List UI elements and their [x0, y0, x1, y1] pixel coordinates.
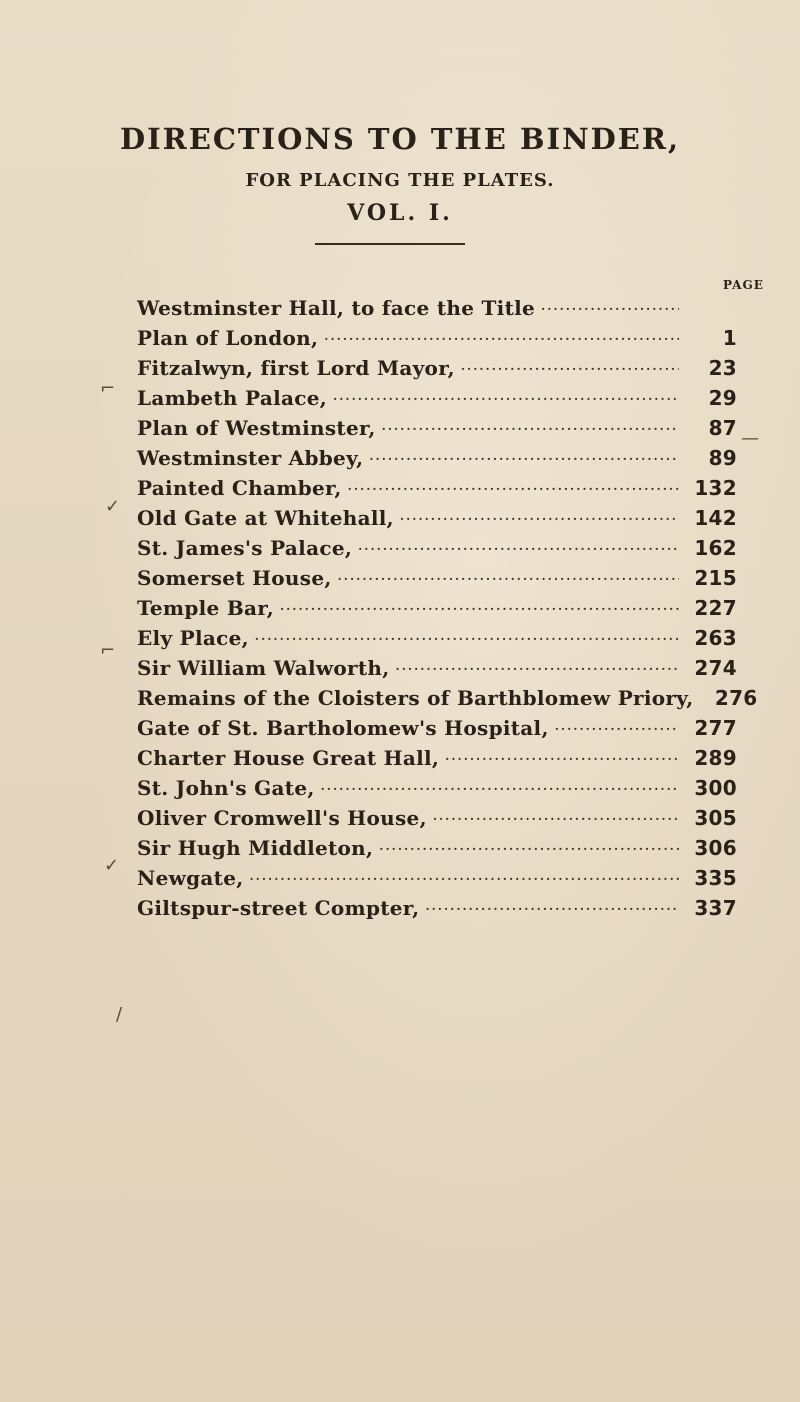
plate-page-number: 277 — [694, 716, 737, 740]
dot-leader — [433, 812, 679, 826]
plate-entry — [137, 296, 737, 326]
plate-entry — [137, 776, 737, 806]
plate-title: Remains of the Cloisters of Barthblomew Priory, — [137, 686, 694, 710]
dot-leader — [333, 392, 679, 406]
plate-title: Gate of St. Bartholomew's Hospital, — [137, 716, 549, 740]
plate-title: St. John's Gate, — [137, 776, 315, 800]
dot-leader — [250, 872, 680, 886]
dot-leader — [382, 422, 679, 436]
plate-title: Sir Hugh Middleton, — [137, 836, 374, 860]
plate-title: Lambeth Palace, — [137, 386, 328, 410]
plate-entry — [137, 656, 737, 686]
plate-title: Giltspur-street Compter, — [137, 896, 420, 920]
plate-title: Westminster Abbey, — [137, 446, 364, 470]
plate-title: Ely Place, — [137, 626, 249, 650]
plate-page-number: 162 — [694, 536, 737, 560]
dot-leader — [338, 572, 679, 586]
page-column-header: PAGE — [723, 278, 764, 292]
plate-entry — [137, 536, 737, 566]
plate-title: Oliver Cromwell's House, — [137, 806, 427, 830]
plate-page-number: 305 — [694, 806, 737, 830]
plate-page-number: 306 — [694, 836, 737, 860]
plate-page-number: 1 — [722, 326, 737, 350]
plate-entry — [137, 416, 737, 446]
dot-leader — [348, 482, 679, 496]
plate-page-number: 274 — [694, 656, 737, 680]
plate-entry — [137, 896, 737, 926]
plate-entry — [137, 476, 737, 506]
dot-leader — [321, 782, 679, 796]
dot-leader — [541, 302, 679, 316]
plate-page-number: 215 — [694, 566, 737, 590]
plate-page-number: 89 — [708, 446, 737, 470]
plate-entry — [137, 386, 737, 416]
plate-page-number: 300 — [694, 776, 737, 800]
plate-title: Charter House Great Hall, — [137, 746, 440, 770]
plate-entry — [137, 566, 737, 596]
plate-title: Fitzalwyn, first Lord Mayor, — [137, 356, 455, 380]
dot-leader — [358, 542, 679, 556]
plate-title: Somerset House, — [137, 566, 332, 590]
dot-leader — [555, 722, 679, 736]
dot-leader — [369, 452, 679, 466]
plate-page-number: 29 — [708, 386, 737, 410]
plate-entry — [137, 356, 737, 386]
plate-page-number: 335 — [694, 866, 737, 890]
plate-entry — [137, 446, 737, 476]
plate-entry — [137, 326, 737, 356]
pencil-tick-mark: ⌐ — [100, 378, 116, 399]
plate-entry — [137, 836, 737, 866]
divider-rule — [315, 243, 465, 245]
plate-title: Westminster Hall, to face the Title — [137, 296, 536, 320]
dot-leader — [461, 362, 679, 376]
plate-page-number: 276 — [714, 686, 758, 710]
dot-leader — [379, 842, 679, 856]
pencil-tick-mark: ⌐ — [100, 640, 116, 661]
plate-title: Temple Bar, — [137, 596, 274, 620]
plate-title: Old Gate at Whitehall, — [137, 506, 394, 530]
dot-leader — [425, 902, 679, 916]
dot-leader — [324, 332, 679, 346]
plate-page-number: 142 — [694, 506, 737, 530]
plate-entry — [137, 806, 737, 836]
dot-leader — [400, 512, 679, 526]
dot-leader — [445, 752, 679, 766]
pencil-tick-mark: / — [116, 1004, 123, 1025]
plate-page-number: 289 — [694, 746, 737, 770]
plate-title: Plan of Westminster, — [137, 416, 376, 440]
plate-entry — [137, 686, 758, 716]
plate-title: St. James's Palace, — [137, 536, 353, 560]
plate-entry — [137, 626, 737, 656]
plate-page-number: 132 — [694, 476, 737, 500]
plate-entry — [137, 596, 737, 626]
dot-leader — [280, 602, 679, 616]
pencil-tick-mark: ✓ — [105, 496, 121, 517]
plate-entry — [137, 716, 737, 746]
pencil-tick-mark: ✓ — [104, 855, 120, 876]
plate-page-number: 87 — [708, 416, 737, 440]
pencil-dash-mark: — — [741, 428, 759, 449]
plate-entry — [137, 506, 737, 536]
plate-page-number: 263 — [694, 626, 737, 650]
plate-title: Newgate, — [137, 866, 244, 890]
plate-page-number: 227 — [694, 596, 737, 620]
plates-list — [137, 296, 758, 926]
plate-entry — [137, 746, 737, 776]
dot-leader — [255, 632, 679, 646]
plate-title: Sir William Walworth, — [137, 656, 390, 680]
page-subtitle: FOR PLACING THE PLATES. — [245, 170, 555, 191]
plate-title: Plan of London, — [137, 326, 319, 350]
plate-page-number: 337 — [694, 896, 737, 920]
plate-page-number: 23 — [708, 356, 737, 380]
plate-entry — [137, 866, 737, 896]
volume-label: VOL. I. — [347, 200, 453, 226]
page-title: DIRECTIONS TO THE BINDER, — [119, 122, 681, 156]
plate-title: Painted Chamber, — [137, 476, 342, 500]
dot-leader — [396, 662, 679, 676]
